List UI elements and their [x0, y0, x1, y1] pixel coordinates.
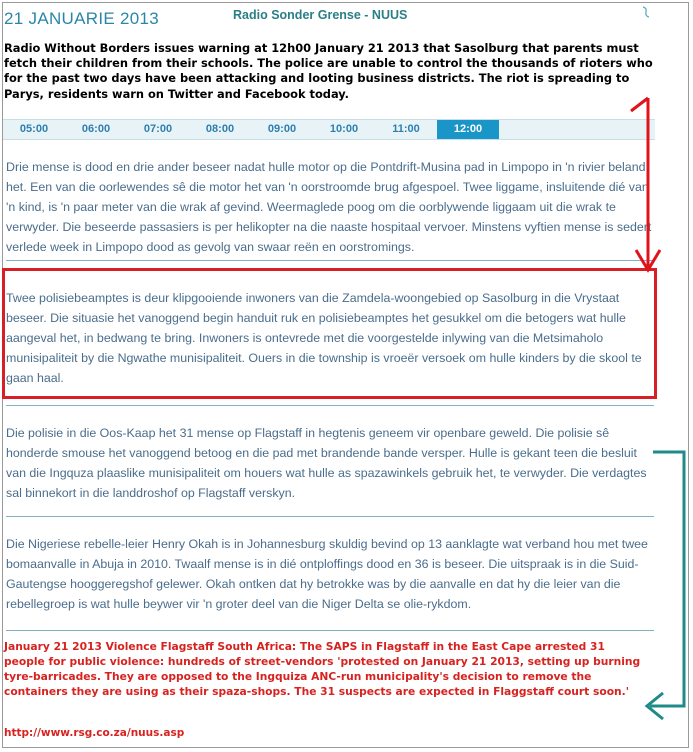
source-link[interactable]: http://www.rsg.co.za/nuus.asp [4, 727, 185, 739]
time-tab-0900[interactable]: 09:00 [267, 123, 297, 135]
time-tab-1100[interactable]: 11:00 [392, 123, 420, 135]
time-tab-1200-active[interactable]: 12:00 [437, 120, 499, 139]
annotation-text: January 21 2013 Violence Flagstaff South Africa: The SAPS in Flagstaff in the East Cape arrested 31 people for public violence: hundreds of street-vendors 'protested on January 21 2013, setting up burning tyre-barricades. They are opposed to the Ingquiza ANC-run municipality's decision to remove the containers they are using as their spaza-shops. The 31 suspects are expected in Flaggstaff court soon.' [4, 640, 641, 698]
news-item-limpopo: Drie mense is dood en drie ander beseer nadat hulle motor op die Pontdrift-Musina pad in Limpopo in 'n rivier beland het. Een van die oorlewendes sê die motor het van 'n oorstroomde brug afgespoel. Twee liggame, insluitende dié van 'n kind, is 'n paar meter van die wrak af gevind. Weermaglede poog om die oorblywende liggaam uit die wrak te verwyder. Die beseerde passasiers is per helikopter na die naaste hospitaal vervoer. Minstens vyftien mense is sedert verlede week in Limpopo dood as gevolg van swaar reën en oorstromings. [6, 160, 652, 254]
time-tab-0600[interactable]: 06:00 [81, 123, 111, 135]
page-date: 21 JANUARIE 2013 [4, 9, 160, 28]
warning-message: Radio Without Borders issues warning at 12h00 January 21 2013 that Sasolburg that parents must fetch their children from their schools. The police are unable to control the thousands of rioters who for the past two days have been attacking and looting business districts. The riot is spreading to Parys, residents warn on Twitter and Facebook today. [4, 41, 653, 101]
news-item-sasolburg: Twee polisiebeamptes is deur klipgooiende inwoners van die Zamdela-woongebied op Sasolburg in die Vrystaat beseer. Die situasie het vanoggend begin handuit ruk en polisiebeamptes het gesukkel om die betogers wat hulle aangeval het, in bedwang te bring. Inwoners is ontevrede met die voorgestelde inlywing van die Metsimaholo munisipaliteit by die Ngwathe munisipaliteit. Ouers in die township is vroeër versoek om hulle kinders by die skool te gaan haal. [6, 291, 642, 385]
teal-bracket-arrow-icon [647, 452, 684, 719]
time-tab-0800[interactable]: 08:00 [205, 123, 235, 135]
news-item-okah: Die Nigeriese rebelle-leier Henry Okah is in Johannesburg skuldig bevind op 13 aanklagte wat verband hou met twee bomaanvalle in Abuja in 2010. Twaalf mense is in dié ontploffings dood en 36 is beseer. Die uitspraak is in die Suid-Gautengse hooggeregshof gelewer. Okah ontken dat hy betrokke was by die aanvalle en dat hy die leier van die rebellegroep is wat hulle beywer vir 'n groter deel van die Niger Delta se olie-rykdom. [6, 537, 648, 611]
time-tab-1000[interactable]: 10:00 [329, 123, 359, 135]
time-tab-0500[interactable]: 05:00 [19, 123, 49, 135]
red-arrow-icon [631, 98, 660, 270]
time-tab-0700[interactable]: 07:00 [143, 123, 173, 135]
site-title[interactable]: Radio Sonder Grense - NUUS [233, 8, 408, 22]
news-item-flagstaff: Die polisie in die Oos-Kaap het 31 mense op Flagstaff in hegtenis geneem vir openbare geweld. Die polisie sê honderde smouse het vanoggend betoog en die pad met brandende bande versper. Hulle is gekant teen die besluit van die Ingquza plaaslike munisipaliteit om houers wat hulle as spazawinkels gebruik het, te verwyder. Die verdagtes sal binnekort in die landdroshof op Flagstaff verskyn. [6, 426, 647, 500]
